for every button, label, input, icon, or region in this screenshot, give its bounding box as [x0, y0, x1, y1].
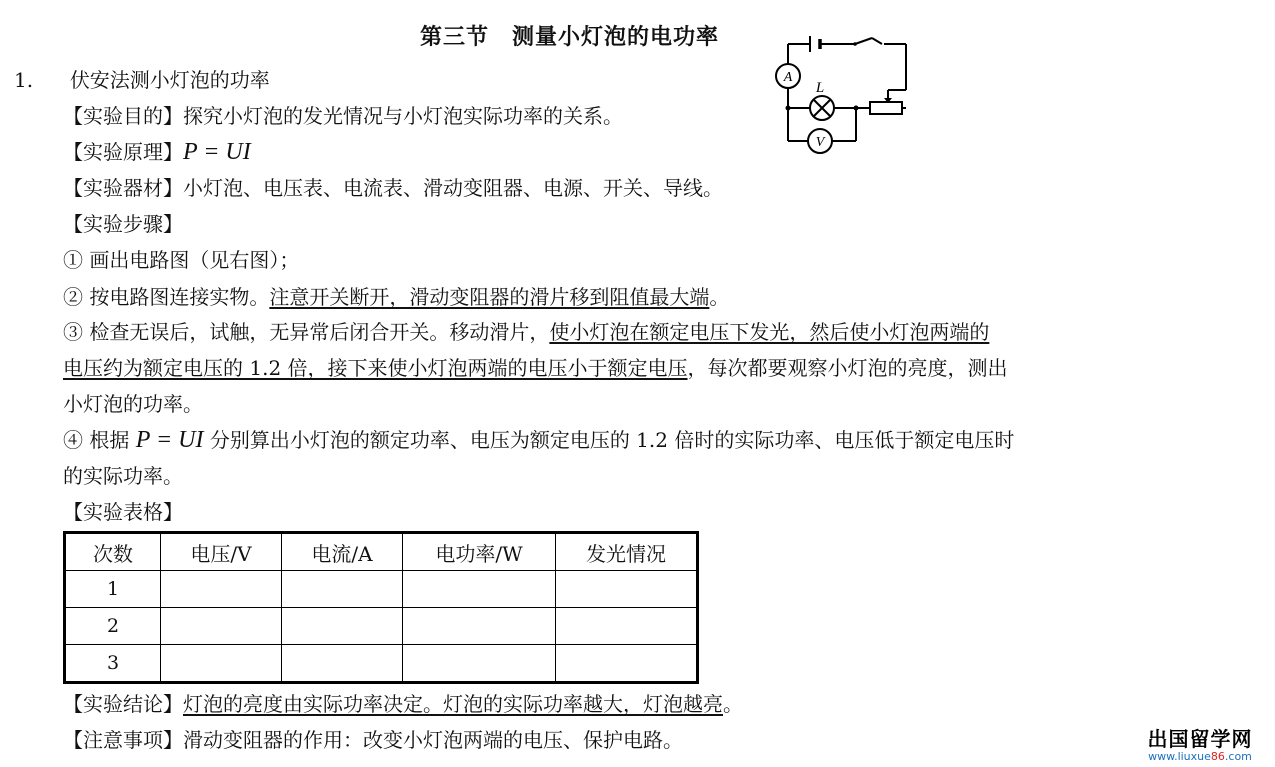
section-heading-text: 伏安法测小灯泡的功率	[69, 68, 270, 92]
conclusion-end: 。	[723, 692, 743, 716]
table-row-number: 3	[65, 645, 161, 683]
step-4-line-1	[63, 426, 1014, 454]
table-header-row	[65, 533, 698, 571]
step-3-line-2	[63, 354, 1008, 382]
conclusion-label: 【实验结论】	[63, 692, 183, 716]
table-cell	[403, 645, 556, 683]
table-cell	[282, 608, 403, 645]
step-4-formula: P = UI	[135, 427, 204, 453]
table-row	[65, 571, 698, 608]
step-2-end: 。	[709, 285, 730, 309]
voltmeter-label: V	[815, 135, 825, 150]
table-header: 发光情况	[556, 533, 698, 571]
table-cell	[556, 571, 698, 608]
table-cell	[161, 645, 282, 683]
step-4-marker: ④	[63, 428, 83, 452]
table-label: 【实验表格】	[63, 500, 183, 524]
notes-line	[63, 726, 683, 754]
rheostat	[870, 102, 902, 114]
principle-line	[63, 138, 251, 166]
page-title: 第三节 测量小灯泡的电功率	[420, 25, 720, 50]
table-row	[65, 608, 698, 645]
equipment-text: 小灯泡、电压表、电流表、滑动变阻器、电源、开关、导线。	[183, 176, 723, 200]
table-header: 电压/V	[161, 533, 282, 571]
purpose-line	[63, 102, 623, 130]
equipment-line	[63, 174, 723, 202]
step-4-text: 分别算出小灯泡的额定功率、电压为额定电压的 1.2 倍时的实际功率、电压低于额定电压时	[209, 428, 1015, 452]
table-cell	[161, 608, 282, 645]
step-3-underlined-1: 使小灯泡在额定电压下发光，然后使小灯泡两端的	[549, 320, 990, 344]
table-cell	[282, 571, 403, 608]
step-1	[63, 246, 299, 274]
step-1-marker: ①	[63, 248, 83, 272]
section-heading	[14, 66, 270, 94]
step-4-line-2: 的实际功率。	[63, 464, 183, 488]
step-3-marker: ③	[63, 320, 83, 344]
step-3-after: ，每次都要观察小灯泡的亮度，测出	[687, 356, 1008, 380]
data-table	[63, 531, 699, 684]
step-3-underlined-2: 电压约为额定电压的 1.2 倍，接下来使小灯泡两端的电压小于额定电压	[63, 356, 688, 380]
watermark-logo	[1135, 728, 1265, 763]
conclusion-underlined: 灯泡的亮度由实际功率决定。灯泡的实际功率越大，灯泡越亮	[183, 692, 723, 716]
steps-label: 【实验步骤】	[63, 212, 183, 236]
principle-formula: P = UI	[183, 139, 251, 165]
table-row	[65, 645, 698, 683]
step-3-text: 检查无误后，试触，无异常后闭合开关。移动滑片，	[89, 320, 550, 344]
step-3-line-3: 小灯泡的功率。	[63, 392, 203, 416]
step-2	[63, 283, 729, 311]
step-2-underlined: 注意开关断开，滑动变阻器的滑片移到阻值最大端	[269, 285, 710, 309]
watermark-url: www.liuxue86.com	[1148, 750, 1252, 763]
step-4-prefix: 根据	[89, 428, 130, 452]
table-header: 次数	[65, 533, 161, 571]
principle-label: 【实验原理】	[63, 140, 183, 164]
circuit-diagram	[760, 28, 920, 158]
table-cell	[403, 571, 556, 608]
table-cell	[282, 645, 403, 683]
table-row-number: 2	[65, 608, 161, 645]
table-cell	[161, 571, 282, 608]
table-row-number: 1	[65, 571, 161, 608]
step-1-text: 画出电路图（见右图）；	[89, 248, 300, 272]
lamp-label: L	[815, 80, 825, 96]
equipment-label: 【实验器材】	[63, 176, 183, 200]
step-2-text: 按电路图连接实物。	[89, 285, 270, 309]
step-3-line-1	[63, 318, 989, 346]
purpose-label: 【实验目的】	[63, 104, 183, 128]
watermark-cn: 出国留学网	[1147, 727, 1253, 751]
ammeter-label: A	[783, 70, 793, 85]
purpose-text: 探究小灯泡的发光情况与小灯泡实际功率的关系。	[183, 104, 623, 128]
section-number: 1.	[14, 68, 34, 92]
table-cell	[556, 608, 698, 645]
notes-text: 滑动变阻器的作用：改变小灯泡两端的电压、保护电路。	[183, 728, 683, 752]
table-header: 电流/A	[282, 533, 403, 571]
step-2-marker: ②	[63, 285, 83, 309]
table-header: 电功率/W	[403, 533, 556, 571]
conclusion-line	[63, 690, 743, 718]
notes-label: 【注意事项】	[63, 728, 183, 752]
table-cell	[403, 608, 556, 645]
table-cell	[556, 645, 698, 683]
